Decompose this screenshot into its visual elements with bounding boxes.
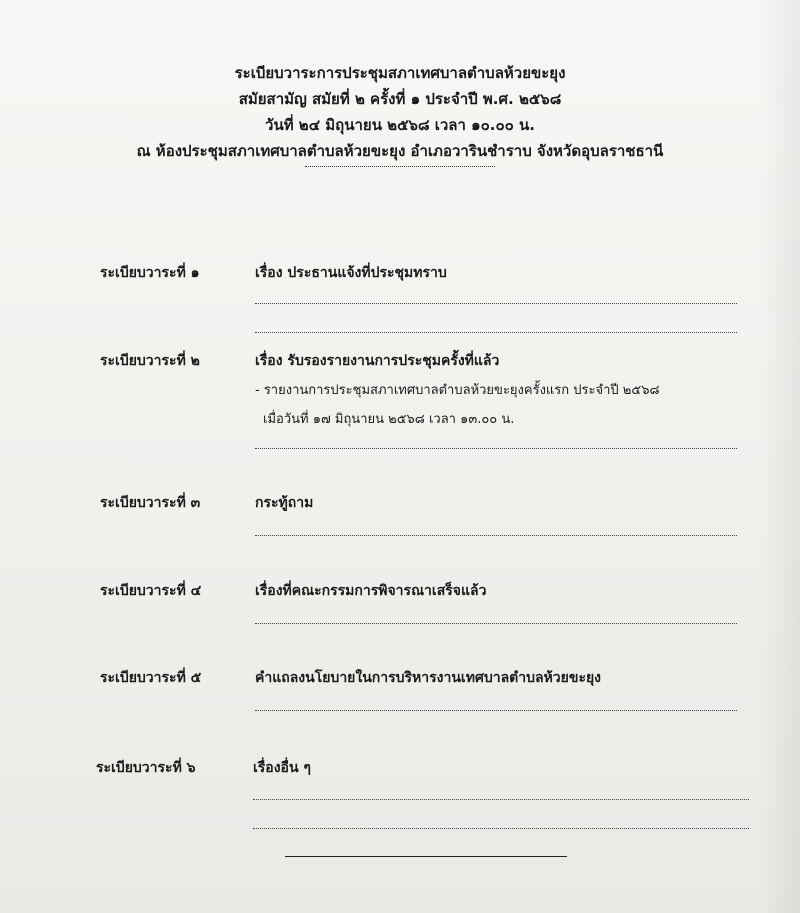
header-dotted-divider <box>305 166 495 167</box>
dotted-line <box>255 332 737 333</box>
dotted-line <box>253 799 749 800</box>
agenda-label: ระเบียบวาระที่ ๓ <box>100 495 201 511</box>
dotted-line <box>255 303 737 304</box>
dotted-line <box>255 710 737 711</box>
agenda-label: ระเบียบวาระที่ ๔ <box>100 583 202 599</box>
agenda-label: ระเบียบวาระที่ ๒ <box>100 353 200 369</box>
dotted-line <box>255 535 737 536</box>
header-title: ระเบียบวาระการประชุมสภาเทศบาลตำบลห้วยขะยุง <box>234 64 566 82</box>
agenda-title: เรื่อง ประธานแจ้งที่ประชุมทราบ <box>255 265 447 281</box>
document-header <box>0 60 800 167</box>
agenda-detail-line-2: เมื่อวันที่ ๑๗ มิถุนายน ๒๕๖๘ เวลา ๑๓.๐๐ น. <box>263 412 515 427</box>
dotted-line <box>255 448 737 449</box>
agenda-title: คำแถลงนโยบายในการบริหารงานเทศบาลตำบลห้วยขะยุง <box>255 670 602 686</box>
agenda-label: ระเบียบวาระที่ ๑ <box>100 265 200 281</box>
agenda-label: ระเบียบวาระที่ ๖ <box>96 760 196 776</box>
agenda-detail-line-1: - รายงานการประชุมสภาเทศบาลตำบลห้วยขะยุงครั้งแรก ประจำปี ๒๕๖๘ <box>255 383 660 398</box>
header-venue: ณ ห้องประชุมสภาเทศบาลตำบลห้วยขะยุง อำเภอวารินชำราบ จังหวัดอุบลราชธานี <box>136 142 664 160</box>
header-session: สมัยสามัญ สมัยที่ ๒ ครั้งที่ ๑ ประจำปี พ.ศ. ๒๕๖๘ <box>238 90 562 108</box>
agenda-title: เรื่องอื่น ๆ <box>253 760 311 776</box>
dotted-line <box>255 623 737 624</box>
dotted-line <box>253 828 749 829</box>
agenda-title: เรื่อง รับรองรายงานการประชุมครั้งที่แล้ว <box>255 353 500 369</box>
agenda-label: ระเบียบวาระที่ ๕ <box>100 670 202 686</box>
header-date-time: วันที่ ๒๔ มิถุนายน ๒๕๖๘ เวลา ๑๐.๐๐ น. <box>265 116 535 134</box>
agenda-title: เรื่องที่คณะกรรมการพิจารณาเสร็จแล้ว <box>255 583 487 599</box>
agenda-title: กระทู้ถาม <box>255 495 314 511</box>
closing-rule <box>285 856 567 857</box>
